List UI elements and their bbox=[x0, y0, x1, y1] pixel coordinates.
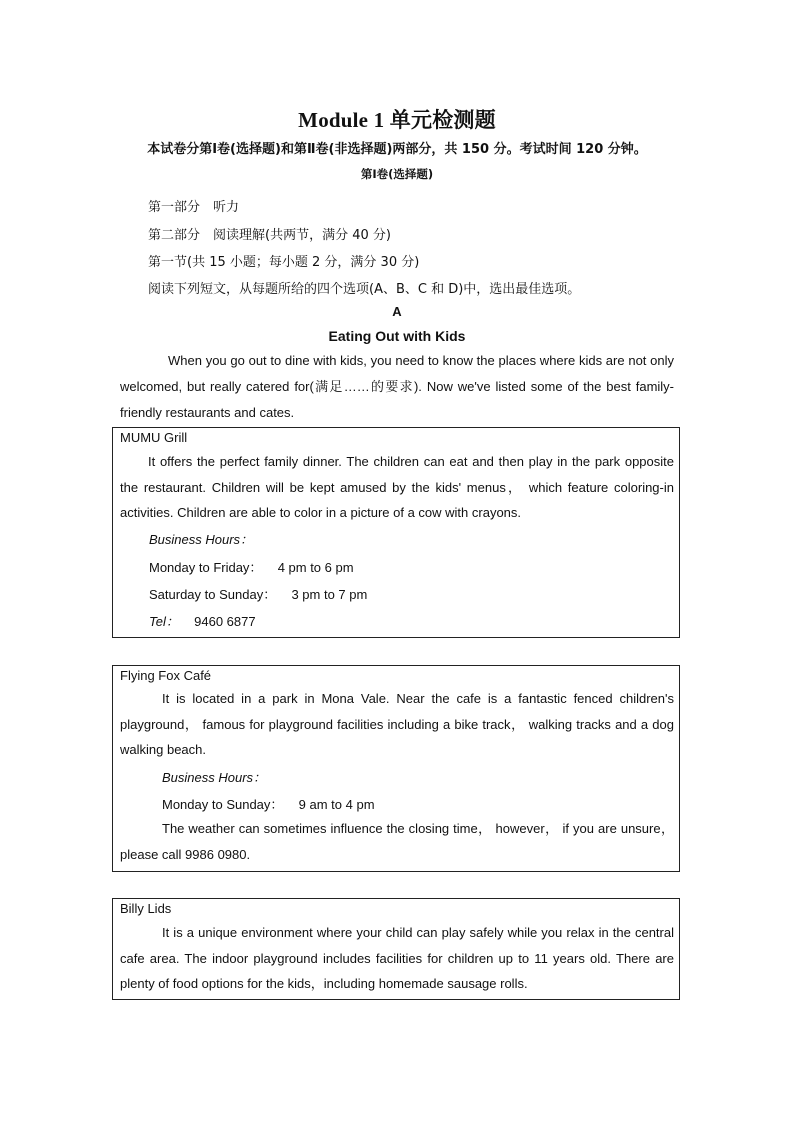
hours-time: 4 pm to 6 pm bbox=[277, 560, 354, 575]
part-one-heading: 第一部分 听力 bbox=[148, 200, 240, 215]
hours-row-weekend bbox=[149, 584, 367, 603]
passage-intro bbox=[120, 348, 674, 426]
part-two-heading: 第二部分 阅读理解(共两节，满分 40 分) bbox=[148, 228, 391, 243]
hours-time: 3 pm to 7 pm bbox=[291, 587, 368, 602]
hours-days: Monday to Friday： bbox=[149, 560, 263, 575]
hours-row bbox=[162, 794, 375, 813]
page-title: Module 1 单元检测题 bbox=[298, 108, 496, 132]
tel-label: Tel： bbox=[149, 614, 179, 629]
restaurant-box-billy-lids bbox=[112, 898, 680, 1000]
tel-row bbox=[149, 611, 256, 630]
hours-row-weekday bbox=[149, 557, 354, 576]
section-heading: 第Ⅰ卷(选择题) bbox=[360, 167, 434, 181]
restaurant-description-text: It is a unique environment where your child can play safely while you relax in the central cafe area. The indoor playground includes facilities for children up to 11 years old. There are plenty of food options for the kids，including homemade sausage rolls. bbox=[120, 925, 674, 991]
restaurant-description-text: It offers the perfect family dinner. The children can eat and then play in the park opposite the restaurant. Children will be kept amused by the kids' menus， which feature coloring-in activities. Children are able to color in a picture of a cow with crayons. bbox=[120, 454, 674, 520]
restaurant-description bbox=[120, 686, 674, 763]
restaurant-description bbox=[120, 920, 674, 997]
exam-instructions: 本试卷分第Ⅰ卷(选择题)和第Ⅱ卷(非选择题)两部分，共 150 分。考试时间 120 分钟。 bbox=[147, 142, 647, 157]
restaurant-description bbox=[120, 449, 674, 526]
weather-note-text: The weather can sometimes influence the closing time， however， if you are unsure，please call 9986 0980. bbox=[120, 821, 674, 862]
restaurant-box-flying-fox bbox=[112, 665, 680, 872]
hours-time: 9 am to 4 pm bbox=[298, 797, 375, 812]
hours-days: Monday to Sunday： bbox=[162, 797, 284, 812]
tel-number: 9460 6877 bbox=[194, 614, 256, 629]
section-one-heading: 第一节(共 15 小题；每小题 2 分，满分 30 分) bbox=[148, 255, 420, 270]
passage-title: Eating Out with Kids bbox=[328, 328, 466, 344]
business-hours-label: Business Hours： bbox=[149, 532, 254, 547]
passage-letter: A bbox=[392, 304, 402, 319]
weather-note bbox=[120, 816, 674, 867]
restaurant-name: Flying Fox Café bbox=[120, 668, 212, 683]
restaurant-name: MUMU Grill bbox=[120, 430, 188, 445]
passage-intro-text: When you go out to dine with kids, you need to know the places where kids are not only welcomed, but really catered for(满足……的要求). Now we've listed some of the best family-friendly restaurants and cates. bbox=[120, 353, 674, 420]
restaurant-name: Billy Lids bbox=[120, 901, 172, 916]
reading-instruction: 阅读下列短文，从每题所给的四个选项(A、B、C 和 D)中，选出最佳选项。 bbox=[148, 282, 581, 297]
hours-days: Saturday to Sunday： bbox=[149, 587, 277, 602]
business-hours-label: Business Hours： bbox=[162, 770, 267, 785]
restaurant-description-text: It is located in a park in Mona Vale. Near the cafe is a fantastic fenced children's playground， famous for playground facilities including a bike track， walking tracks and a dog walking beach. bbox=[120, 691, 674, 757]
restaurant-box-mumu bbox=[112, 427, 680, 638]
